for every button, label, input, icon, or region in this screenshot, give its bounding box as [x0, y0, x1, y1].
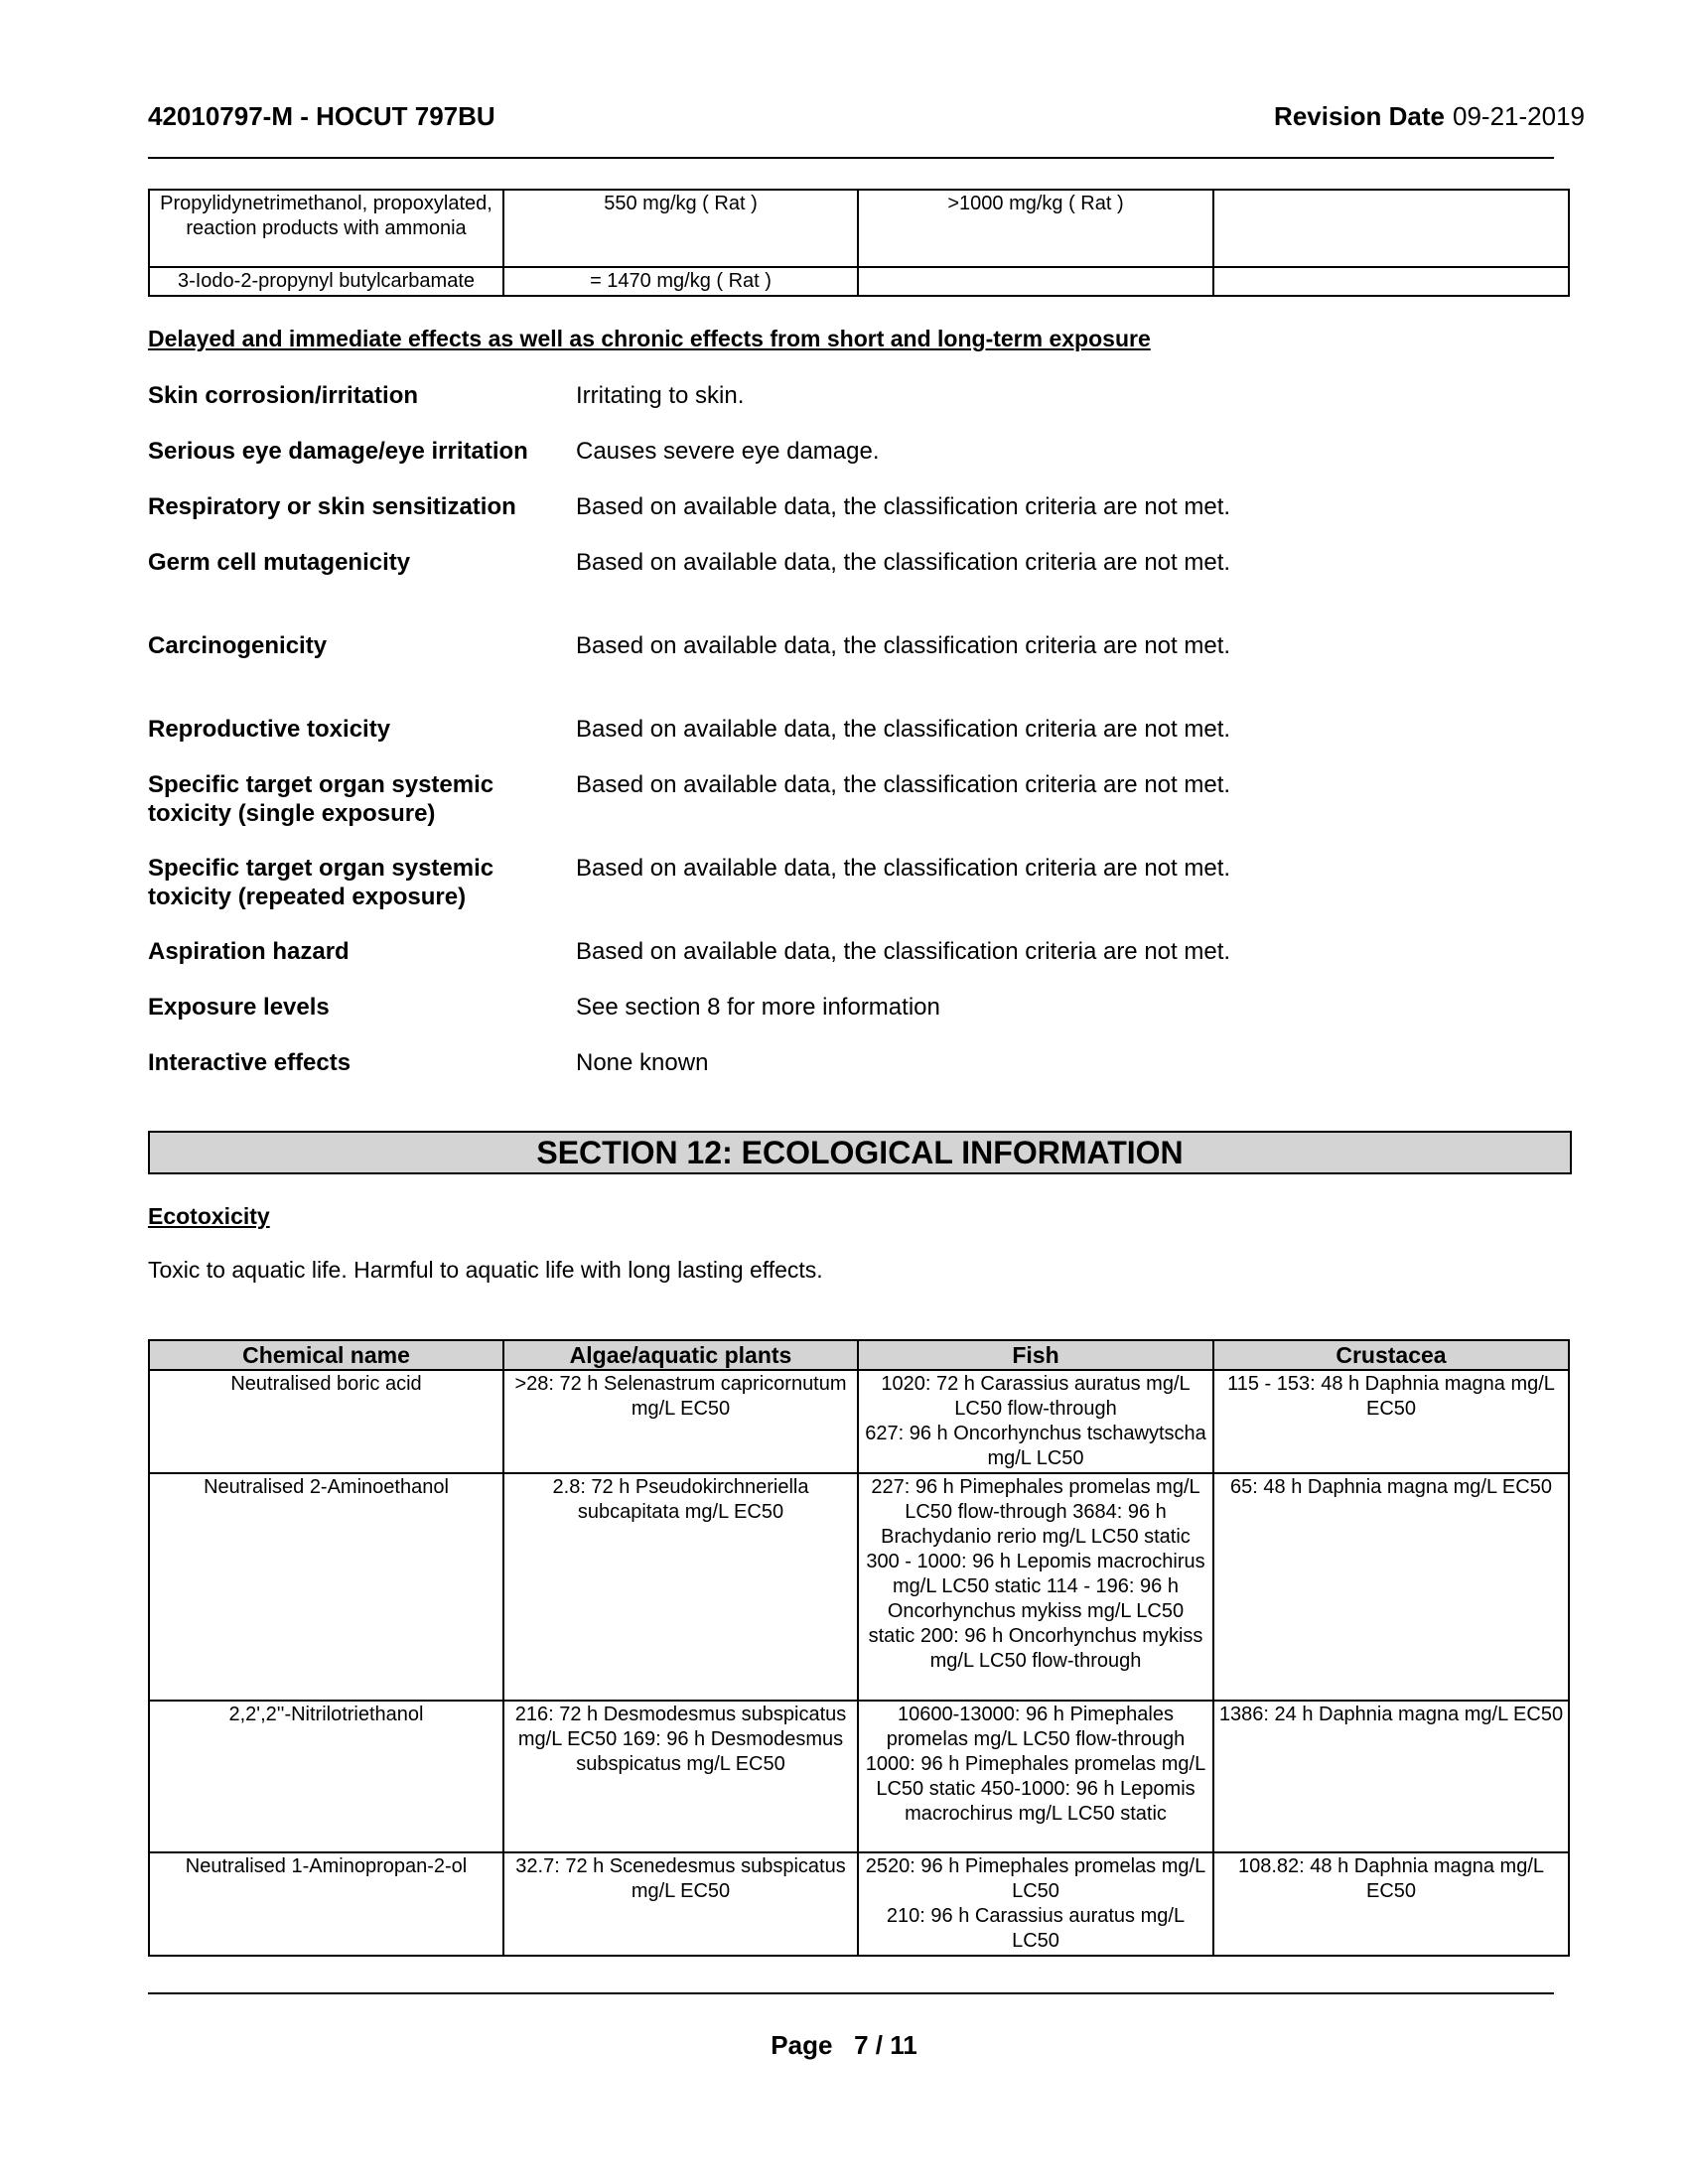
ecotoxicity-summary: Toxic to aquatic life. Harmful to aquatic life with long lasting effects. — [148, 1257, 823, 1283]
ecotoxicity-heading: Ecotoxicity — [148, 1203, 270, 1229]
property-label: Germ cell mutagenicity — [148, 549, 411, 576]
table-row — [149, 1701, 1569, 1852]
property-label: Carcinogenicity — [148, 632, 328, 659]
document-title: 42010797-M - HOCUT 797BU — [148, 101, 495, 131]
property-value: Based on available data, the classification criteria are not met. — [576, 855, 1231, 882]
table-cell: 108.82: 48 h Daphnia magna mg/L EC50 — [1213, 1852, 1569, 1956]
table-cell: 227: 96 h Pimephales promelas mg/L LC50 flow-through 3684: 96 h Brachydanio rerio mg/L LC50 static 300 - 1000: 96 h Lepomis macrochirus mg/L LC50 static 114 - 196: 96 h Oncorhynchus mykiss mg/L LC50 static 200: 96 h Oncorhynchus mykiss mg/L LC50 flow-through — [858, 1473, 1213, 1701]
table-cell: 2,2',2''-Nitrilotriethanol — [149, 1701, 503, 1852]
property-value: Causes severe eye damage. — [576, 438, 880, 465]
property-label: Respiratory or skin sensitization — [148, 493, 516, 520]
property-label: Specific target organ systemic toxicity (repeated exposure) — [148, 855, 494, 910]
footer-rule — [148, 1992, 1554, 1994]
property-label: Exposure levels — [148, 994, 330, 1021]
property-label: Specific target organ systemic toxicity (single exposure) — [148, 771, 494, 827]
table-cell: 3-Iodo-2-propynyl butylcarbamate — [149, 267, 503, 296]
table-cell: Neutralised boric acid — [149, 1370, 503, 1473]
property-label: Skin corrosion/irritation — [148, 382, 419, 409]
table-cell: 1386: 24 h Daphnia magna mg/L EC50 — [1213, 1701, 1569, 1852]
property-value: Based on available data, the classification criteria are not met. — [576, 938, 1231, 965]
table-cell: >1000 mg/kg ( Rat ) — [858, 190, 1213, 267]
property-value: None known — [576, 1049, 709, 1076]
table-row — [149, 190, 1569, 267]
column-header: Algae/aquatic plants — [503, 1340, 858, 1370]
table-cell: 115 - 153: 48 h Daphnia magna mg/L EC50 — [1213, 1370, 1569, 1473]
property-value: Based on available data, the classification criteria are not met. — [576, 493, 1231, 520]
table-row — [149, 267, 1569, 296]
table-cell — [1213, 267, 1569, 296]
table-cell — [858, 267, 1213, 296]
table-cell: 1020: 72 h Carassius auratus mg/L LC50 flow-through 627: 96 h Oncorhynchus tschawytscha mg/L LC50 — [858, 1370, 1213, 1473]
header-rule — [148, 157, 1554, 159]
property-label: Reproductive toxicity — [148, 716, 391, 743]
ecotoxicity-table — [148, 1339, 1570, 1957]
page-number: Page 7 / 11 — [771, 2030, 917, 2060]
table-row — [149, 1370, 1569, 1473]
table-cell: 216: 72 h Desmodesmus subspicatus mg/L EC50 169: 96 h Desmodesmus subspicatus mg/L EC50 — [503, 1701, 858, 1852]
column-header: Chemical name — [149, 1340, 503, 1370]
acute-toxicity-table — [148, 189, 1570, 297]
table-row — [149, 1473, 1569, 1701]
table-header-row — [149, 1340, 1569, 1370]
property-value: Based on available data, the classification criteria are not met. — [576, 716, 1231, 743]
revision-label: Revision Date — [1274, 101, 1445, 131]
revision-info — [1274, 101, 1585, 132]
table-cell: = 1470 mg/kg ( Rat ) — [503, 267, 858, 296]
table-cell: 2520: 96 h Pimephales promelas mg/L LC50 210: 96 h Carassius auratus mg/L LC50 — [858, 1852, 1213, 1956]
property-label: Serious eye damage/eye irritation — [148, 438, 528, 465]
property-value: Based on available data, the classification criteria are not met. — [576, 632, 1231, 659]
table-cell: 32.7: 72 h Scenedesmus subspicatus mg/L EC50 — [503, 1852, 858, 1956]
table-cell: 550 mg/kg ( Rat ) — [503, 190, 858, 267]
effects-heading: Delayed and immediate effects as well as chronic effects from short and long-term exposure — [148, 326, 1151, 351]
table-cell: Neutralised 1-Aminopropan-2-ol — [149, 1852, 503, 1956]
column-header: Crustacea — [1213, 1340, 1569, 1370]
column-header: Fish — [858, 1340, 1213, 1370]
property-label: Aspiration hazard — [148, 938, 350, 965]
table-cell: 65: 48 h Daphnia magna mg/L EC50 — [1213, 1473, 1569, 1701]
property-value: Based on available data, the classification criteria are not met. — [576, 771, 1231, 798]
section-title: SECTION 12: ECOLOGICAL INFORMATION — [148, 1131, 1572, 1174]
property-value: Based on available data, the classification criteria are not met. — [576, 549, 1231, 576]
revision-date: 09-21-2019 — [1453, 101, 1585, 131]
property-label: Interactive effects — [148, 1049, 352, 1076]
property-value: Irritating to skin. — [576, 382, 745, 409]
table-cell: 2.8: 72 h Pseudokirchneriella subcapitata mg/L EC50 — [503, 1473, 858, 1701]
table-cell: Propylidynetrimethanol, propoxylated, reaction products with ammonia — [149, 190, 503, 267]
table-cell: Neutralised 2-Aminoethanol — [149, 1473, 503, 1701]
table-row — [149, 1852, 1569, 1956]
table-cell: >28: 72 h Selenastrum capricornutum mg/L EC50 — [503, 1370, 858, 1473]
table-cell — [1213, 190, 1569, 267]
property-value: See section 8 for more information — [576, 994, 940, 1021]
table-cell: 10600-13000: 96 h Pimephales promelas mg/L LC50 flow-through 1000: 96 h Pimephales promelas mg/L LC50 static 450-1000: 96 h Lepomis macrochirus mg/L LC50 static — [858, 1701, 1213, 1852]
